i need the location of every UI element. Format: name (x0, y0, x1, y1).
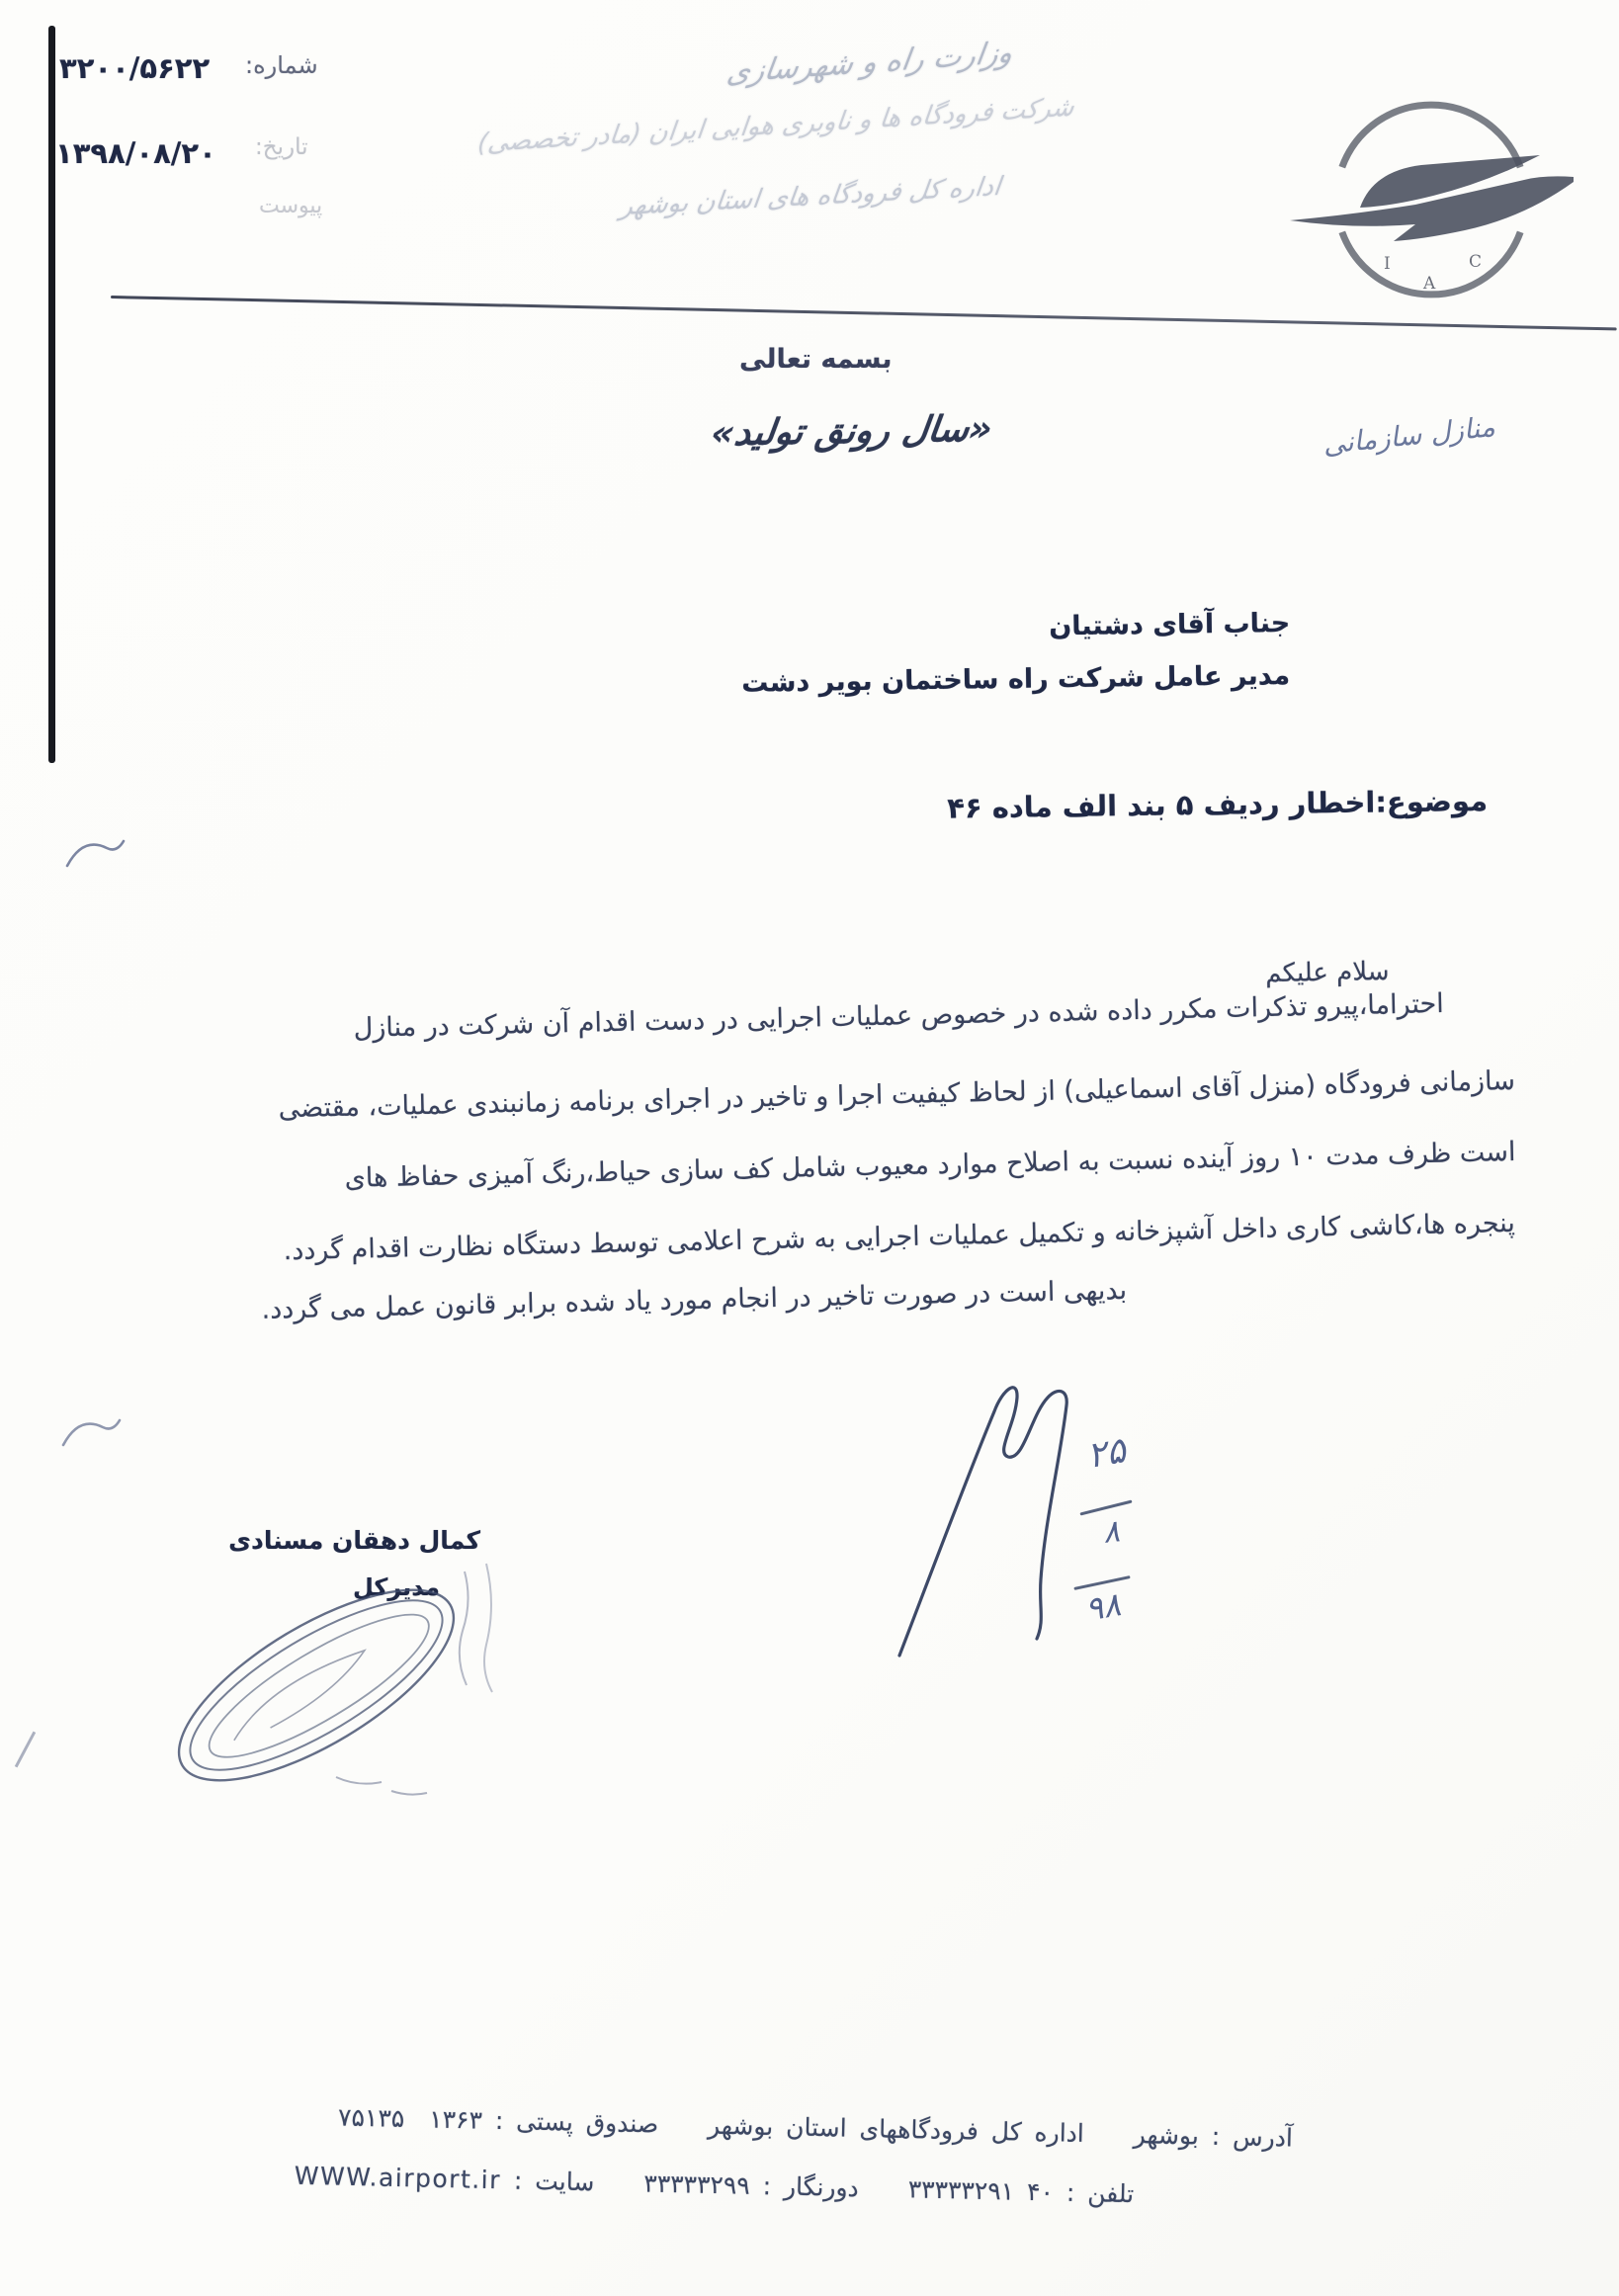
logo-circle-top-arc (1342, 105, 1520, 167)
pen-dash-artifact (15, 1732, 36, 1768)
scan-edge-artifact (48, 26, 55, 763)
recipient-name: جناب آقای دشتیان (1049, 608, 1291, 642)
handwritten-date-day: ۲۵ (1083, 1429, 1129, 1478)
signer-name: کمال دهقان مسنادی (228, 1526, 480, 1555)
body-line-1: احتراما،پیرو تذکرات مکرر داده شده در خصوص عملیات اجرایی در دست اقدام آن شرکت در منازل (352, 988, 1444, 1045)
letterhead-company: شرکت فرودگاه ها و ناوبری هوایی ایران (مادر تخصصی) (475, 92, 1076, 159)
body-line-4: پنجره ها،کاشی کاری داخل آشپزخانه و تکمیل عملیات اجرایی به شرح اعلامی توسط دستگاه نظارت اقدام گردد. (283, 1208, 1516, 1267)
subject-line: موضوع:اخطار ردیف ۵ بند الف ماده ۴۶ (947, 784, 1489, 825)
logo-letter-c: C (1469, 252, 1483, 272)
attachment-label: پیوست (259, 194, 323, 218)
handwritten-date-year: ۹۸ (1081, 1584, 1124, 1629)
iac-airports-logo-icon (1275, 59, 1601, 326)
margin-check-mark-icon (57, 1407, 128, 1459)
signer-title: مدیرکل (352, 1573, 441, 1601)
basmala: بسمه تعالی (739, 344, 893, 375)
recipient-title: مدیر عامل شرکت راه ساختمان بویر دشت (741, 660, 1291, 699)
year-slogan: «سال رونق تولید» (709, 408, 995, 455)
margin-check-mark-icon (61, 828, 132, 880)
date-label: تاریخ: (255, 134, 308, 160)
body-line-5: بدیهی است در صورت تاخیر در انجام مورد یاد شده برابر قانون عمل می گردد. (261, 1275, 1128, 1325)
date-value: ۱۳۹۸/۰۸/۲۰ (55, 136, 216, 170)
ref-number-label: شماره: (245, 51, 318, 79)
logo-letter-a: A (1423, 274, 1436, 294)
letterhead-ministry: وزارت راه و شهرسازی (724, 35, 1015, 91)
salutation: سلام علیکم (1264, 957, 1390, 989)
stamp-scribble-icon (138, 1542, 563, 1809)
letterhead-bushehr-office: اداره کل فرودگاه های استان بوشهر (618, 171, 1003, 222)
handwritten-note: منازل سازمانی (1321, 409, 1497, 462)
body-line-3: است ظرف مدت ۱۰ روز آینده نسبت به اصلاح موارد معیوب شامل کف سازی حیاط،رنگ آمیزی حفاظ های (344, 1137, 1516, 1194)
footer-contact: تلفن : ۴۰ ۳۳۳۳۳۲۹۱ دورنگار : ۳۳۳۳۳۲۹۹ سایت : WWW.airport.ir (294, 2161, 1135, 2209)
handwritten-date-month: ۸ (1101, 1513, 1122, 1551)
body-line-2: سازمانی فرودگاه (منزل آقای اسماعیلی) از لحاظ کیفیت اجرا و تاخیر در اجرای برنامه زمانبندی عملیات، مقتضی (278, 1065, 1516, 1125)
logo-letter-i: I (1384, 254, 1391, 274)
signature-scribble-icon (850, 1354, 1186, 1670)
footer-address: آدرس : بوشهر اداره کل فرودگاههای استان بوشهر صندوق پستی : ۱۳۶۳ ۷۵۱۳۵ (337, 2102, 1294, 2153)
ref-number-value: ۳۲۰۰/۵۶۲۲ (59, 51, 211, 85)
